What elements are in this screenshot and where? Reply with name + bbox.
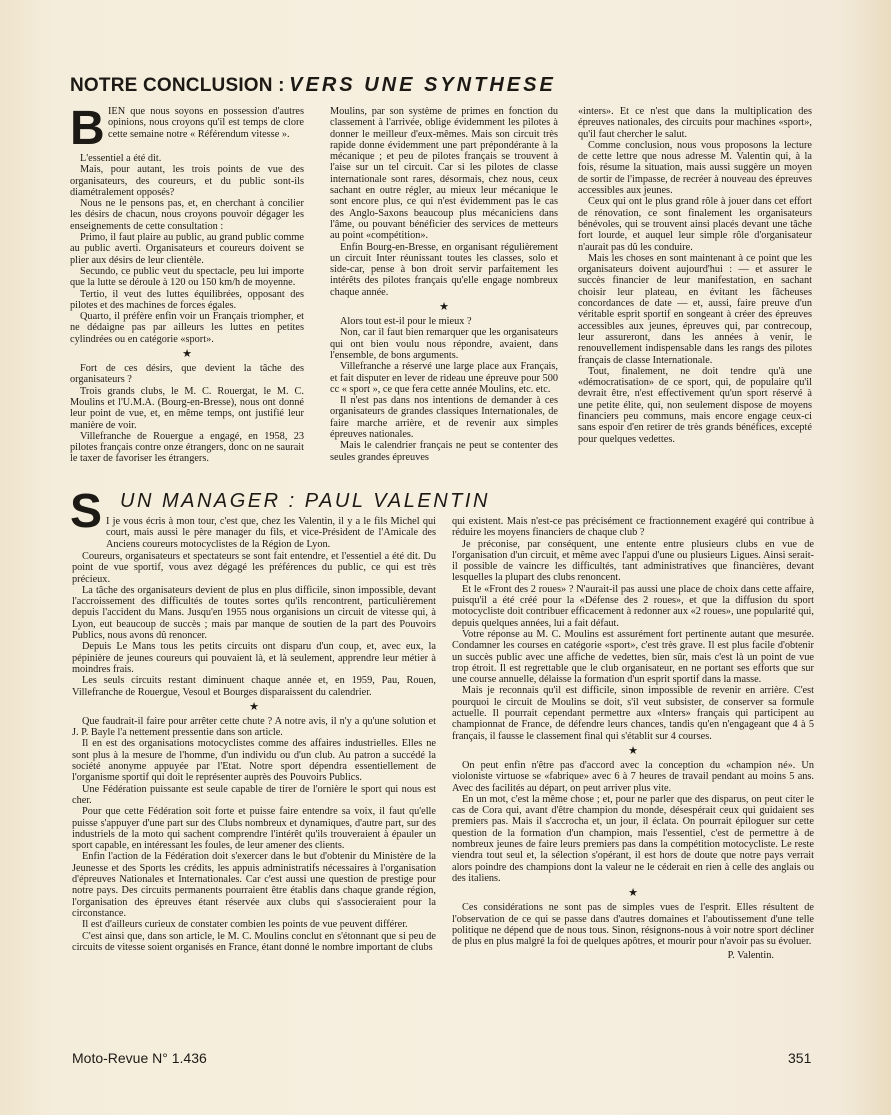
heading-main: NOTRE CONCLUSION : [70, 75, 285, 96]
paragraph: Tout, finalement, ne doit tendre qu'à une «démocratisation» de ce sport, qui, de populaire qu'il devrait être, n'est effectivement qu'un sport réservé à une petite élite, qui, non seulement dispose de moyens financiers peu communs, mais encore engage ceux-ci sans espoir d'en retirer de très grands bénéfices, excepté pour quelques vedettes. [578, 365, 812, 445]
star-separator: ★ [182, 348, 192, 361]
article2-heading: UN MANAGER : PAUL VALENTIN [120, 490, 490, 512]
paragraph: «inters». Et ce n'est que dans la multiplication des épreuves nationales, des circuits pour machines «sport», qu'il faut chercher le salut. [578, 106, 812, 140]
paragraph: On peut enfin n'être pas d'accord avec la conception du «champion né». Un violoniste virtuose se «fabrique» avec 6 à 7 heures de travail pendant au moins 5 ans. Avec des facilités au départ, on peut arriver plus vite. [452, 759, 814, 794]
paragraph: Votre réponse au M. C. Moulins est assurément fort pertinente autant que mesurée. Condamner les courses en catégorie «sport», c'est très grave. Il est plus facile d'obtenir un succès public avec une affiche de vedettes, bien sûr, mais c'est là un point de vue trop étroit. Il est regrettable que le club organisateur, en ne portant ses efforts que sur une course annuelle, délaisse la formation d'un esprit sportif dans la masse. [452, 628, 814, 686]
article1-column-3 [578, 106, 812, 445]
paragraph: Ces considérations ne sont pas de simples vues de l'esprit. Elles résultent de l'observation de ce qui se passe dans d'autres domaines et l'aboutissement d'une telle politique ne dépend que de nous tous. Sinon, résignons-nous à voir notre sport décliner de plus en plus malgré la foi de quelques apôtres, et mourir pour n'avoir pas su évoluer. [452, 902, 814, 948]
paragraph: Il en est des organisations motocyclistes comme des affaires industrielles. Elles ne sont plus à la mesure de l'homme, d'un individu ou d'un club. Au patron a succédé la société anonyme appuyée par l'Etat. Notre sport dépendra essentiellement de l'organisme sportif qui doit le représenter auprès des Pouvoirs Publics. [72, 738, 436, 784]
article1-drop-cap: B [70, 102, 105, 155]
paragraph: IEN que nous soyons en possession d'autres opinions, nous croyons qu'il est temps de clore cette semaine notre « Référendum vitesse ». [108, 106, 304, 140]
paragraph: Enfin Bourg-en-Bresse, en organisant régulièrement un circuit Inter réunissant toutes les classes, solo et side-car, pense à bon droit servir parfaitement les intérêts des pilotes français qu'elle engage nombreux chaque année. [330, 241, 558, 298]
footer-magazine: Moto-Revue N° 1.436 [72, 1050, 207, 1066]
paragraph: I je vous écris à mon tour, c'est que, chez les Valentin, il y a le fils Michel qui court, mais aussi le père manager du fils, et vice-Président de l'Amicale des Anciens coureurs motocyclistes de la Région de Lyon. [106, 516, 436, 550]
article1-column-2 [330, 106, 558, 463]
paragraph: Tertio, il veut des luttes équilibrées, opposant des pilotes et des machines de forces égales. [70, 288, 304, 311]
star-separator: ★ [249, 700, 259, 713]
paragraph: Secundo, ce public veut du spectacle, peu lui importe que la lutte se déroule à 120 ou 150 km/h de moyenne. [70, 265, 304, 289]
paragraph: Que faudrait-il faire pour arrêter cette chute ? A notre avis, il n'y a qu'une solution et J. P. Bayle l'a nettement pressentie dans son article. [72, 715, 436, 739]
article1-column-1-cont [70, 153, 304, 465]
paragraph: L'essentiel a été dit. [80, 153, 162, 164]
paragraph: Enfin l'action de la Fédération doit s'exercer dans le but d'obtenir du Ministère de la Jeunesse et des Sports les crédits, les appuis administratifs nécessaires à l'organisation d'épreuves Nationales et Internationales. Car c'est aussi une question de prestige pour notre pays. Des circuits permanents pourraient être établis dans chaque grande région, l'organisation des épreuves étant réservée aux clubs qui s'associeraient pour la circonstance. [72, 851, 436, 919]
footer-page-number: 351 [788, 1050, 812, 1066]
paragraph: En un mot, c'est la même chose ; et, pour ne parler que des disparus, on peut citer le cas de Cora qui, avant d'être champion du monde, désespérait ceux qui guidaient ses premiers pas. Mais il s'accrocha et, un jour, il éclata. On pourrait épiloguer sur cette question de la formation d'un champion, mais l'essentiel, c'est de permettre à de nombreux jeunes de faire leurs premiers pas dans la compétition motocycliste. Le reste viendra tout seul et, la sélection s'opérant, il est hors de doute que notre pays verrait alors poindre des champions dont la valeur ne le céderait en rien à celle des anglais ou des italiens. [452, 793, 814, 884]
paragraph: qui existent. Mais n'est-ce pas précisément ce fractionnement exagéré qui contribue à réduire les moyens financiers de chaque club ? [452, 516, 814, 539]
paragraph: Mais le calendrier français ne peut se contenter des seules grandes épreuves [330, 440, 558, 463]
paragraph: Mais les choses en sont maintenant à ce point que les organisateurs doivent aujourd'hui : — et assurer le succès financier de leur manifestation, en sachant choisir leur plateau, en évitant les fâcheuses concordances de date — et, aussi, faire preuve d'un véritable esprit sportif en songeant à créer des épreuves accessibles aux jeunes, épreuves qui, par contrecoup, leur assureront, dans les années à venir, le renouvellement indispensable dans les rangs des pilotes français de classe Internationale. [578, 252, 812, 366]
heading-sub: VERS UNE SYNTHESE [289, 74, 556, 96]
star-separator: ★ [439, 301, 449, 314]
article2-drop-cap: S [70, 485, 103, 538]
article1-heading [70, 74, 556, 100]
paragraph: Les seuls circuits restant diminuent chaque année et, en 1959, Pau, Rouen, Villefranche de Rouergue, Vesoul et Bourges disparaissent du calendrier. [72, 675, 436, 698]
paragraph: Trois grands clubs, le M. C. Rouergat, le M. C. Moulins et l'U.M.A. (Bourg-en-Bresse), nous ont donné leur point de vue, et, en même temps, ont justifié leur manière de voir. [70, 385, 304, 431]
paragraph: Une Fédération puissante est seule capable de tirer de l'ornière le sport qui nous est cher. [72, 783, 436, 806]
paragraph: Quarto, il préfère enfin voir un Français triompher, et ne dédaigne pas par ailleurs les luttes en petites cylindrées ou en catégorie «sport». [70, 311, 304, 345]
paragraph: Pour que cette Fédération soit forte et puisse faire entendre sa voix, il faut qu'elle puisse s'appuyer d'une part sur des Clubs nombreux et dynamiques, d'autre part, sur des industriels de la moto qui sachent comprendre l'intérêt qu'ils trouveraient à épauler un sport capable, en intéressant les foules, de leur amener des clients. [72, 806, 436, 852]
paragraph: Moulins, par son système de primes en fonction du classement à l'arrivée, oblige évidemment les pilotes à donner le meilleur d'eux-mêmes. Mais son circuit très rapide donne évidemment une part prépondérante à la mécanique ; et peu de pilotes français se trouvent à l'aise sur un tel circuit. Car si les pilotes de classe internationale sont rares, désormais, chez nous, ceux sachant en outre régler, au mieux leur mécanique le sont encore plus, ce qui n'est évidemment pas le cas des Anglo-Saxons beaucoup plus mécaniciens dans l'âme, ou pouvant bénéficier des services de metteurs au point «compétition». [330, 106, 558, 242]
paragraph: Comme conclusion, nous vous proposons la lecture de cette lettre que nous adresse M. Valentin qui, à la fois, résume la situation, mais aussi suggère un moyen de sortir de l'impasse, de recréer à nouveau des épreuves accessibles aux jeunes. [578, 139, 812, 197]
paragraph: Primo, il faut plaire au public, au grand public comme au public averti. Organisateurs et coureurs doivent se plier aux désirs de leur clientèle. [70, 232, 304, 266]
paragraph: Il n'est pas dans nos intentions de demander à ces organisateurs de grandes classiques Internationales, de faire marche arrière, et de revenir aux simples épreuves nationales. [330, 395, 558, 441]
paragraph: Ceux qui ont le plus grand rôle à jouer dans cet effort de rénovation, ce sont finalement les organisateurs bénévoles, qui se trouvent ainsi placés devant une tâche fort lourde, et auquel leur simple rôle d'organisateur n'aurait pas dû les conduire. [578, 196, 812, 253]
article1-column-1 [108, 106, 304, 140]
paragraph: Mais, pour autant, les trois points de vue des organisateurs, des coureurs, et du public sont-ils diamétralement opposés? [70, 164, 304, 198]
paragraph: Coureurs, organisateurs et spectateurs se sont fait entendre, et l'essentiel a été dit. Du point de vue sportif, vous avez dégagé les préférences du public, ce qui est très précieux. [72, 551, 436, 585]
paragraph: Et le «Front des 2 roues» ? N'aurait-il pas aussi une place de choix dans cette affaire, puisqu'il a été créé pour la «Défense des 2 roues», et que la diffusion du sport motocycliste doit contribuer efficacement à redonner aux «2 roues», une popularité qui, depuis quelques années, lui a fait défaut. [452, 583, 814, 629]
paragraph: Fort de ces désirs, que devient la tâche des organisateurs ? [70, 363, 304, 386]
paragraph: Non, car il faut bien remarquer que les organisateurs qui ont bien voulu nous répondre, avaient, dans l'ensemble, de bons arguments. [330, 327, 558, 361]
paragraph: Alors tout est-il pour le mieux ? [340, 316, 472, 328]
paragraph: Villefranche de Rouergue a engagé, en 1958, 23 pilotes français contre onze étrangers, donc on ne saurait le taxer de favoriser les étrangers. [70, 430, 304, 465]
star-separator: ★ [628, 744, 638, 757]
article2-column-1 [106, 516, 436, 550]
paragraph: Je préconise, par conséquent, une entente entre plusieurs clubs en vue de l'organisation d'un circuit, et même avec l'appui d'une ou plusieurs Ligues. Ainsi serait-il possible de vaincre les difficultés, tant administratives que financières, devant lesquelles la plupart des clubs renoncent. [452, 538, 814, 584]
paragraph: Il est d'ailleurs curieux de constater combien les points de vue peuvent différer. [82, 919, 408, 931]
paragraph: Mais je reconnais qu'il est difficile, sinon impossible de revenir en arrière. C'est pourquoi le circuit de Moulins se doit, s'il veut subsister, de conserver sa formule actuelle. Il pourrait cependant permettre aux «Inters» français qui participent au championnat de France, de défendre leurs chances, tandis qu'en n'engageant que 4 à 5 français, il fausse le classement final qui s'établit sur 4 courses. [452, 685, 814, 742]
paragraph: Depuis Le Mans tous les petits circuits ont disparu d'un coup, et, avec eux, la pépinière de jeunes coureurs qui pouvaient là, et là seulement, apprendre leur métier à moindres frais. [72, 641, 436, 675]
paragraph: Nous ne le pensons pas, et, en cherchant à concilier les désirs de chacun, nous croyons pouvoir dégager les enseignements de cette consultation : [70, 198, 304, 232]
article2-column-1-cont [72, 551, 436, 953]
signature: P. Valentin. [727, 950, 774, 962]
paragraph: La tâche des organisateurs devient de plus en plus difficile, sinon impossible, devant l'accroissement des difficultés de toutes sortes qu'ils rencontrent, particulièrement depuis l'accident du Mans. Jusqu'en 1955 nous organisions un circuit de vitesse qui, à Lyon, eut beaucoup de succès ; mais par manque de soutien de la part des Pouvoirs Publics, nous avons dû renoncer. [72, 584, 436, 642]
paragraph: C'est ainsi que, dans son article, le M. C. Moulins conclut en s'étonnant que si peu de circuits de vitesse soient organisés en France, étant donné le nombre important de clubs [72, 930, 436, 953]
paragraph: Villefranche a réservé une large place aux Français, et fait disputer en lever de rideau une épreuve pour 500 cc « sport », ce que fera cette année Moulins, etc. etc. [330, 361, 558, 395]
star-separator: ★ [628, 887, 638, 900]
article2-column-2 [452, 516, 814, 962]
